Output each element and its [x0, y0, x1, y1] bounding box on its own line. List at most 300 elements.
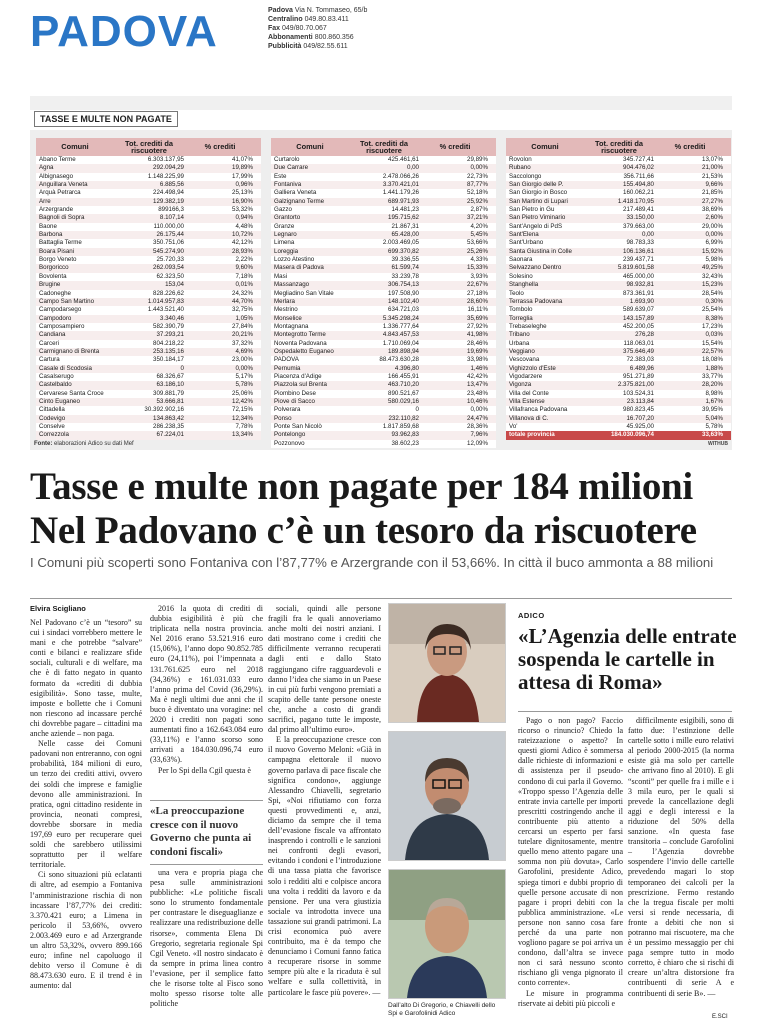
table-cell: 350.751,06: [153, 239, 184, 247]
table-cell: 53.666,81: [156, 397, 184, 405]
table-cell: 828.226,62: [153, 289, 184, 297]
table-cell: 217.489,41: [623, 206, 654, 214]
table-row: [36, 290, 261, 298]
table-cell: 12,34%: [232, 414, 253, 422]
table-cell: Cartura: [39, 356, 60, 364]
table-cell: 7,78%: [235, 423, 253, 430]
table-cell: 286.238,35: [153, 423, 184, 430]
portrait-photo-garofolini: [388, 869, 506, 999]
table-row: [506, 306, 731, 314]
table-cell: Abano Terme: [39, 156, 76, 163]
table-cell: 155.494,80: [623, 181, 654, 189]
table-cell: Lozzo Atestino: [274, 256, 315, 264]
table-cell: 5,17%: [235, 372, 253, 380]
table-cell: 239.437,71: [623, 256, 654, 264]
table-cell: 37.293,21: [156, 331, 184, 339]
table-cell: 899166,3: [158, 206, 184, 214]
table-cell: 582.390,79: [153, 322, 184, 330]
table-cell: Cadoneghe: [39, 289, 71, 297]
table-cell: 134.863,42: [153, 414, 184, 422]
table-cell: Arre: [39, 197, 51, 205]
table-cell: 356.711,66: [623, 172, 654, 180]
table-cell: 153,04: [165, 281, 184, 289]
article-column-2: [150, 604, 263, 776]
table-cell: 28,93%: [232, 247, 253, 255]
table-row: [271, 440, 496, 448]
table-cell: 951.271,89: [623, 372, 654, 380]
table-row: [36, 206, 261, 214]
table-cell: 38,69%: [702, 206, 723, 214]
table-cell: 103.524,31: [623, 389, 654, 397]
table-cell: Pontelongo: [274, 431, 306, 439]
pull-quote: [150, 800, 263, 865]
table-cell: 3,93%: [470, 272, 488, 280]
table-row: [271, 298, 496, 306]
table-cell: 25,13%: [232, 189, 253, 197]
table-row: [506, 214, 731, 222]
table-cell: 110.000,00: [153, 222, 184, 230]
table-row: [506, 331, 731, 339]
masthead-title: PADOVA: [30, 7, 218, 56]
table-cell: San Pietro in Gu: [509, 206, 555, 214]
table-row: [36, 181, 261, 189]
table-cell: Vescovana: [509, 356, 540, 364]
table-cell: Granze: [274, 222, 295, 230]
table-cell: 37,21%: [467, 214, 488, 222]
headline-line-1: Tasse e multe non pagate per 184 milioni: [30, 465, 693, 508]
table-cell: 160.062,21: [623, 189, 654, 197]
table-cell: 72,15%: [232, 406, 253, 414]
byline: Elvira Scigliano: [30, 604, 86, 613]
table-row: [271, 256, 496, 264]
table-cell: 6,99%: [705, 239, 723, 247]
table-cell: 1.441.179,26: [382, 189, 419, 197]
table-row: [506, 381, 731, 389]
table-row: [506, 398, 731, 406]
table-cell: Massanzago: [274, 281, 310, 289]
address-line: Padova Via N. Tommaseo, 65/b: [268, 7, 368, 14]
table-credit: WITHUB: [708, 441, 728, 447]
table-cell: 5,78%: [235, 381, 253, 389]
table-cell: Villa del Conte: [509, 389, 549, 397]
table-cell: 72.383,03: [626, 356, 654, 364]
table-row: [506, 248, 731, 256]
article-column-3: [268, 604, 381, 998]
table-cell: 13,47%: [467, 381, 488, 389]
table-cell: 1.710.069,04: [382, 339, 419, 347]
table-cell: Carceri: [39, 339, 59, 347]
table-cell: Candiana: [39, 331, 66, 339]
table-cell: 0,00%: [470, 164, 488, 172]
table-cell: 41,98%: [467, 331, 488, 339]
table-cell: 689.971,93: [388, 197, 419, 205]
table-cell: 8,38%: [705, 314, 723, 322]
table-row: [36, 189, 261, 197]
header-perc: % crediti: [674, 142, 706, 152]
table-row: [506, 390, 731, 398]
table-cell: 22,57%: [702, 347, 723, 355]
table-cell: 699.370,82: [388, 247, 419, 255]
portrait-photo-digregorio: [388, 603, 506, 723]
table-cell: 28,60%: [467, 297, 488, 305]
header-comune: Comuni: [61, 143, 89, 151]
table-row: [271, 356, 496, 364]
table-cell: 39,95%: [702, 406, 723, 414]
table-row: [36, 315, 261, 323]
table-row: [506, 189, 731, 197]
table-cell: 5,78%: [705, 423, 723, 430]
header-crediti: Tot. crediti da riscuotere: [125, 138, 173, 155]
table-row: [36, 214, 261, 222]
table-row: [506, 264, 731, 272]
table-cell: 0,94%: [235, 214, 253, 222]
table-cell: Casale di Scodosia: [39, 364, 92, 372]
table-cell: 4.843.457,53: [382, 331, 419, 339]
article-column-2b: [150, 868, 263, 1009]
table-cell: 589.639,07: [623, 306, 654, 314]
table-cell: 3.340,46: [159, 314, 184, 322]
table-row: [506, 164, 731, 172]
headline: [30, 465, 740, 553]
table-cell: Stanghella: [509, 281, 539, 289]
table-cell: 22,67%: [467, 281, 488, 289]
table-cell: 23,00%: [232, 356, 253, 364]
table-cell: 27,27%: [702, 197, 723, 205]
table-row: [36, 248, 261, 256]
table-cell: Solesino: [509, 272, 533, 280]
header-crediti: Tot. crediti da riscuotere: [360, 138, 408, 155]
table-cell: 15,33%: [467, 264, 488, 272]
table-cell: 53,66%: [467, 239, 488, 247]
table-cell: Bagnoli di Sopra: [39, 214, 85, 222]
photo-caption: Dall’alto Di Gregorio, e Chiavelli dello Spi e Garofolinidi Adico: [388, 1002, 496, 1017]
table-cell: Limena: [274, 239, 295, 247]
table-cell: Carmignano di Brenta: [39, 347, 100, 355]
table-cell: 4,33%: [470, 256, 488, 264]
table-cell: 44,70%: [232, 297, 253, 305]
table-cell: 634.721,03: [388, 306, 419, 314]
table-cell: 10,46%: [467, 397, 488, 405]
table-cell: Brugine: [39, 281, 61, 289]
table-cell: 39.336,55: [391, 256, 419, 264]
table-cell: 17,23%: [702, 322, 723, 330]
table-cell: Masera di Padova: [274, 264, 324, 272]
table-cell: PADOVA: [274, 356, 299, 364]
table-cell: 1.443.521,40: [147, 306, 184, 314]
table-cell: 25,92%: [467, 197, 488, 205]
table-row: [271, 281, 496, 289]
table-cell: 1.148.225,99: [147, 172, 184, 180]
table-cell: Fontaniva: [274, 181, 302, 189]
table-cell: 0: [180, 364, 184, 372]
table-cell: San Giorgio in Bosco: [509, 189, 568, 197]
table-cell: Vigonza: [509, 381, 532, 389]
headline-line-2: Nel Padovano c’è un tesoro da riscuotere: [30, 509, 697, 552]
table-cell: 25,06%: [232, 389, 253, 397]
table-cell: 0,00%: [235, 364, 253, 372]
subheadline: I Comuni più scoperti sono Fontaniva con l’87,77% e Arzergrande con il 53,66%. In città il buco ammonta a 88 milioni: [30, 555, 714, 570]
table-cell: Vighizzolo d'Este: [509, 364, 556, 372]
table-cell: Pozzonovo: [274, 439, 305, 447]
table-cell: 1,67%: [705, 397, 723, 405]
table-cell: 262.093,54: [153, 264, 184, 272]
table-row: [506, 281, 731, 289]
table-cell: Mestrino: [274, 306, 298, 314]
table-row: [271, 223, 496, 231]
table-cell: 2.478.066,26: [382, 172, 419, 180]
table-cell: 45.925,00: [626, 423, 654, 430]
table-cell: 21,00%: [702, 164, 723, 172]
table-row: [271, 248, 496, 256]
table-cell: 65.428,00: [391, 231, 419, 239]
table-cell: Curtarolo: [274, 156, 300, 163]
table-cell: 16,90%: [232, 197, 253, 205]
table-cell: 2,60%: [705, 214, 723, 222]
table-cell: Villa Estense: [509, 397, 545, 405]
table-row: [36, 281, 261, 289]
table-cell: 27,92%: [467, 322, 488, 330]
table-cell: 68.326,67: [156, 372, 184, 380]
table-cell: Teolo: [509, 289, 524, 297]
table-cell: 2.375.821,00: [617, 381, 654, 389]
table-cell: Campodarsego: [39, 306, 82, 314]
table-cell: 4,69%: [235, 347, 253, 355]
table-row: [36, 298, 261, 306]
table-cell: 1.014.957,83: [147, 297, 184, 305]
table-col-1: [36, 138, 261, 440]
table-cell: Campodoro: [39, 314, 72, 322]
table-cell: 1.693,90: [629, 297, 654, 305]
table-cell: Veggiano: [509, 347, 535, 355]
table-row: [36, 198, 261, 206]
table-cell: Urbana: [509, 339, 530, 347]
table-cell: 33,98%: [467, 356, 488, 364]
table-row: [506, 415, 731, 423]
table-cell: 143.157,89: [623, 314, 654, 322]
table-source: Fonte: elaborazioni Adico su dati Mef: [34, 441, 134, 447]
table-row: [506, 290, 731, 298]
table-cell: 580.029,16: [388, 397, 419, 405]
table-cell: 9,60%: [235, 264, 253, 272]
table-cell: 7,96%: [470, 431, 488, 439]
table-cell: 195.715,62: [388, 214, 419, 222]
table-cell: 24,32%: [232, 289, 253, 297]
address-line: Pubblicità 049/82.55.611: [268, 43, 348, 50]
table-cell: 1,05%: [235, 314, 253, 322]
table-cell: Camposampiero: [39, 322, 85, 330]
table-col-3: [506, 138, 731, 440]
table-cell: 25.720,33: [156, 256, 184, 264]
table-cell: 375.646,49: [623, 347, 654, 355]
table-row: [271, 198, 496, 206]
table-row: [271, 423, 496, 431]
address-line: Centralino 049.80.83.411: [268, 16, 349, 23]
table-row: [36, 423, 261, 431]
paragraph: Ci sono situazioni più eclatanti di altre, ad esempio a Fontaniva l’amministrazione rischia di non incassare l’87,77% dei crediti: 3.370.421 euro; a Limena in pericolo il 53,66%, ovvero 2.003.469 euro e ad Arzergrande un altro 53,32%, ovvero 899.166 euro; infine nel capoluogo il debito verso il Comune è di 88.473.630 euro. E il trend è in aumento: dal: [30, 870, 142, 991]
table-cell: Este: [274, 172, 287, 180]
paragraph: difficilmente esigibili, sono di fatto due: l’estinzione delle cartelle sotto i mille euro relativi al periodo 2000-2015 (la norma esiste già ma solo per cartelle che arrivano fino al 2010). E gli “sconti” per quelle fra i mille e i 3 mila euro, per le quali si prevede la cancellazione degli aggi e degli interessi e la riduzione del 50% della sanzione. «In questa fase transitoria – conclude Garofolini – l’Agenzia dovrebbe sospendere l’invio delle cartelle prevedendo magari lo stop temporaneo dei calcoli per la prescrizione. Fermo restando che la tregua fiscale per molti versi si rende necessaria, di fronte a debiti che non si potranno mai riscuotere, ma che è un pessimo messaggio per chi paga sempre tutto in modo corretto, è chiaro che si rischi di creare un’altra distorsione fra contribuenti di serie A e contribuenti di serie B». —: [628, 716, 734, 998]
table-cell: Casalserugo: [39, 372, 74, 380]
table-cell: Loreggia: [274, 247, 299, 255]
table-cell: Rovolon: [509, 156, 532, 163]
table-cell: Ponso: [274, 414, 292, 422]
table-cell: 87,77%: [467, 181, 488, 189]
table-cell: Castelbaldo: [39, 381, 72, 389]
table-row: [36, 398, 261, 406]
table-cell: San Pietro Viminario: [509, 214, 566, 222]
table-row: [36, 306, 261, 314]
table-cell: 10,72%: [232, 231, 253, 239]
table-cell: 28,54%: [702, 289, 723, 297]
table-cell: 42,42%: [467, 372, 488, 380]
table-row: [506, 231, 731, 239]
table-cell: Tombolo: [509, 306, 533, 314]
table-cell: 379.663,00: [623, 222, 654, 230]
table-cell: 6.885,56: [159, 181, 184, 189]
table-header: [271, 138, 496, 156]
table-cell: 98.783,33: [626, 239, 654, 247]
table-cell: 7,18%: [235, 272, 253, 280]
table-cell: 38.602,23: [391, 439, 419, 447]
table-cell: 30.392.902,16: [144, 406, 184, 414]
table-cell: San Giorgio delle P.: [509, 181, 564, 189]
table-row: [271, 348, 496, 356]
table-row: [271, 340, 496, 348]
table-cell: Battaglia Terme: [39, 239, 82, 247]
table-cell: Montegrotto Terme: [274, 331, 326, 339]
table-cell: Conselve: [39, 423, 65, 430]
total-cell: 184.030.096,74: [610, 431, 654, 439]
header-crediti: Tot. crediti da riscuotere: [595, 138, 643, 155]
table-cell: Sant'Urbano: [509, 239, 544, 247]
table-cell: 350.184,17: [153, 356, 184, 364]
table-cell: 1,46%: [470, 364, 488, 372]
table-cell: 904.476,02: [623, 164, 654, 172]
table-row: [36, 373, 261, 381]
table-row: [271, 323, 496, 331]
top-band: [30, 96, 732, 110]
table-cell: Piove di Sacco: [274, 397, 315, 405]
divider: [30, 598, 732, 599]
header-comune: Comuni: [296, 143, 324, 151]
table-row: [271, 164, 496, 172]
table-cell: Campo San Martino: [39, 297, 95, 305]
table-cell: 67.224,01: [156, 431, 184, 439]
table-cell: 166.455,91: [388, 372, 419, 380]
table-row: [506, 315, 731, 323]
table-cell: 52,18%: [467, 189, 488, 197]
table-cell: 25,54%: [702, 306, 723, 314]
table-row: [271, 173, 496, 181]
table-cell: Tribano: [509, 331, 530, 339]
table-cell: 232.110,82: [388, 414, 419, 422]
table-cell: 32,43%: [702, 272, 723, 280]
table-cell: San Martino di Lupari: [509, 197, 568, 205]
table-row: [36, 331, 261, 339]
paragraph: Nel Padovano c’è un “tesoro” su cui i sindaci vorrebbero mettere le mani e che potrebbe “salvare” conti e bilanci e realizzare sfide sociali, culturali e di welfare, ma che è di fatto negato in quanto formato da «crediti di dubbia esigibilità». Sono tasse, multe, imposte e bollette che i Comuni non riescono ad incassare perché chi dovrebbe pagare – cittadini ma anche aziende – non paga.: [30, 618, 142, 739]
table-row: [36, 156, 261, 164]
table-cell: 292.094,29: [153, 164, 184, 172]
sidebar-column-2: [628, 716, 734, 999]
table-row: [271, 214, 496, 222]
table-row: [506, 198, 731, 206]
paragraph: E la preoccupazione cresce con il nuovo Governo Meloni: «Già in campagna elettorale il nuovo governo parlava di pace fiscale che significa condono», aggiunge Alessandro Chiavelli, segretario Spi, «Noi rifiutiamo con forza questi provvedimenti e, anzi, diciamo da sempre che il tema dell’evasione fiscale va affrontato inasprendo i controlli e le sanzioni nei confronti degli evasori, evitando i condoni e l’introduzione di una tassa piatta che favorisce solo i redditi alti e colpisce ancora una volta i redditi da lavoro e da pensione. Per una vera giustizia sociale va introdotta invece una tassazione sui grandi patrimoni. La crisi economica può avere contribuito, ma è da tempo che denunciamo i Comuni fanno fatica a recuperare risorse in somme sempre più alte e la ricaduta è sul welfare e sulla collettività, in particolare le fasce più povere». —: [268, 735, 381, 997]
table-cell: 452.200,05: [623, 322, 654, 330]
table-row: [36, 415, 261, 423]
table-cell: Santa Giustina in Colle: [509, 247, 572, 255]
table-row: [271, 381, 496, 389]
table-cell: 19,69%: [467, 347, 488, 355]
table-cell: 0,00%: [470, 406, 488, 414]
table-cell: 129.382,19: [153, 197, 184, 205]
table-cell: 276,28: [635, 331, 654, 339]
table-cell: 4,20%: [470, 222, 488, 230]
table-cell: Masi: [274, 272, 288, 280]
table-cell: 873.361,91: [623, 289, 654, 297]
table-row: [271, 239, 496, 247]
table-cell: 93.962,83: [391, 431, 419, 439]
table-cell: Grantorto: [274, 214, 301, 222]
table-row: [271, 365, 496, 373]
table-cell: Ospedaletto Euganeo: [274, 347, 334, 355]
table-cell: 5.345.298,24: [382, 314, 419, 322]
photo-stack: [388, 603, 506, 1013]
table-cell: 1.336.777,64: [382, 322, 419, 330]
table-cell: 28,46%: [467, 339, 488, 347]
table-cell: 0,96%: [235, 181, 253, 189]
table-cell: 8,98%: [705, 389, 723, 397]
table-row: [36, 239, 261, 247]
table-cell: 28,36%: [467, 423, 488, 430]
table-cell: 98.932,81: [626, 281, 654, 289]
table-cell: Cinto Euganeo: [39, 397, 80, 405]
table-cell: 15,23%: [702, 281, 723, 289]
table-cell: 0,00%: [705, 231, 723, 239]
table-cell: 890.521,67: [388, 389, 419, 397]
sidebar-divider: [518, 711, 732, 712]
table-row: [271, 415, 496, 423]
table-cell: 25,26%: [467, 247, 488, 255]
table-row: [36, 340, 261, 348]
header-perc: % crediti: [439, 142, 471, 152]
table-header: [506, 138, 731, 156]
table-cell: 1,88%: [705, 364, 723, 372]
table-row: [506, 206, 731, 214]
table-cell: 463.710,20: [388, 381, 419, 389]
table-cell: 27,84%: [232, 322, 253, 330]
table-cell: 49,25%: [702, 264, 723, 272]
table-cell: 345.727,41: [623, 156, 654, 163]
table-row: [36, 365, 261, 373]
table-row: [36, 256, 261, 264]
table-row: [271, 373, 496, 381]
table-row: [271, 189, 496, 197]
table-row: [506, 298, 731, 306]
table-row: [36, 390, 261, 398]
table-row: [36, 264, 261, 272]
table-row: [271, 315, 496, 323]
table-row: [271, 290, 496, 298]
table-cell: Trebaseleghe: [509, 322, 547, 330]
table-cell: 21.867,31: [391, 222, 419, 230]
total-cell: totale provincia: [509, 431, 555, 439]
table-row: [36, 223, 261, 231]
masthead-address: [268, 6, 367, 51]
table-cell: 306.754,13: [388, 281, 419, 289]
table-cell: 14.481,23: [391, 206, 419, 214]
table-cell: Barbona: [39, 231, 63, 239]
table-cell: Sant'Elena: [509, 231, 539, 239]
